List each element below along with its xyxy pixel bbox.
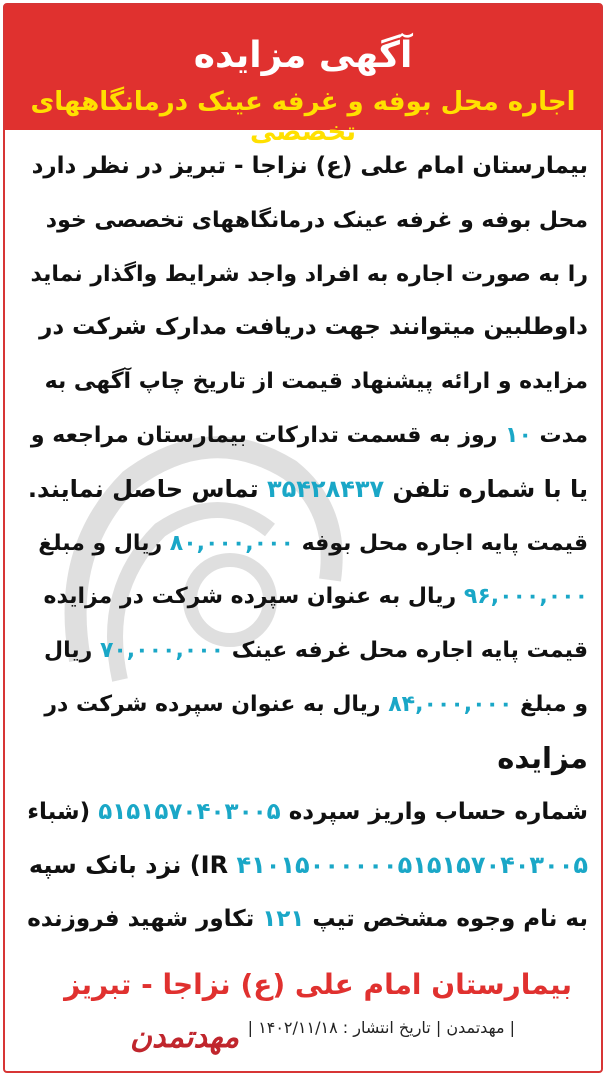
ad-header [5,5,601,147]
body-line: IR ۴۱۰۱۵۰۰۰۰۰۰۵۱۵۱۵۷۰۴۰۳۰۰۵) نزد بانک سپه [28,851,588,880]
ad-body [25,140,588,947]
buffet-base-price: ۸۰,۰۰۰,۰۰۰ [169,530,294,556]
account-number: ۵۱۵۱۵۷۰۴۰۳۰۰۵ [98,798,281,825]
newspaper-logo-text: مهدتمدن [130,1020,240,1055]
body-line: داوطلبین میتوانند جهت دریافت مدارک شرکت در [39,314,588,341]
body-line: به نام وجوه مشخص تیپ ۱۲۱ تکاور شهید فروزنده [27,906,588,933]
duration-days: ۱۰ [505,422,532,448]
body-line: قیمت پایه اجاره محل بوفه ۸۰,۰۰۰,۰۰۰ ریال و مبلغ [38,530,588,556]
newspaper-logo-icon [12,1005,240,1065]
body-line: مدت ۱۰ روز به قسمت تدارکات بیمارستان مراجعه و [30,422,588,448]
body-line: و مبلغ ۸۴,۰۰۰,۰۰۰ ریال به عنوان سپرده شرکت در [44,691,588,717]
optics-deposit: ۸۴,۰۰۰,۰۰۰ [388,691,513,717]
ad-title: آگهی مزایده [193,35,413,76]
optics-base-price: ۷۰,۰۰۰,۰۰۰ [99,638,225,664]
buffet-deposit: ۹۶,۰۰۰,۰۰۰ [463,584,588,610]
brigade-number: ۱۲۱ [262,906,305,933]
sheba-number: ۴۱۰۱۵۰۰۰۰۰۰۵۱۵۱۵۷۰۴۰۳۰۰۵ [236,851,588,880]
body-line: ۹۶,۰۰۰,۰۰۰ ریال به عنوان سپرده شرکت در مزایده [43,584,588,610]
body-line: محل بوفه و غرفه عینک درمانگاههای تخصصی خود [45,207,588,233]
phone-number: ۳۵۴۲۸۴۳۷ [266,474,385,503]
body-line: شماره حساب واریز سپرده ۵۱۵۱۵۷۰۴۰۳۰۰۵ (شباء [27,798,588,825]
body-line: مزایده [497,740,588,775]
body-line: مزایده و ارائه پیشنهاد قیمت از تاریخ چاپ آگهی به [44,369,588,395]
footer-publish-info: | مهدتمدن | تاریخ انتشار : ۱۴۰۲/۱۱/۱۸ | [247,1018,515,1037]
body-line: یا با شماره تلفن ۳۵۴۲۸۴۳۷ تماس حاصل نمایند. [27,474,588,503]
footer-organization: بیمارستان امام علی (ع) نزاجا - تبریز [64,968,572,1001]
body-line: بیمارستان امام علی (ع) نزاجا - تبریز در نظر دارد [31,153,588,179]
ad-subtitle: اجاره محل بوفه و غرفه عینک درمانگاههای تخصصی [30,87,576,147]
body-line: را به صورت اجاره به افراد واجد شرایط واگذار نماید [30,261,588,287]
body-line: قیمت پایه اجاره محل غرفه عینک ۷۰,۰۰۰,۰۰۰ ریال [44,638,588,664]
